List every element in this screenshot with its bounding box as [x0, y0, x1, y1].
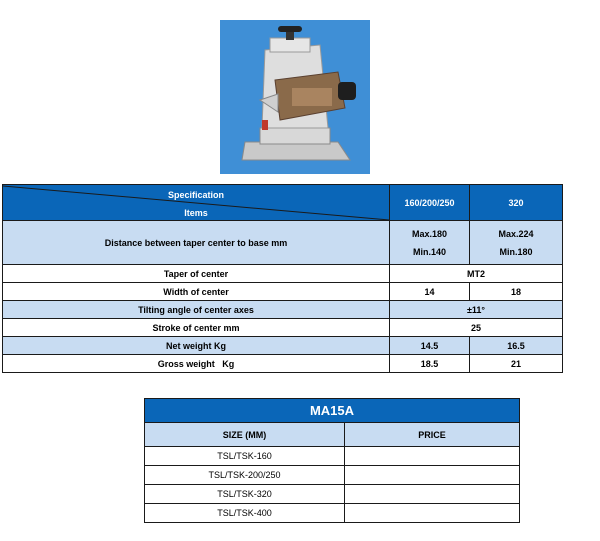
net-weight-col2: 16.5 — [470, 337, 563, 355]
table-row — [145, 485, 520, 504]
price-table-title: MA15A — [145, 399, 520, 423]
gross-weight-label: Gross weight Kg — [3, 355, 390, 373]
net-weight-col1: 14.5 — [390, 337, 470, 355]
specification-table — [2, 184, 563, 373]
column-header-160-200-250: 160/200/250 — [390, 185, 470, 221]
stroke-label: Stroke of center mm — [3, 319, 390, 337]
tilt-label: Tilting angle of center axes — [3, 301, 390, 319]
column-header-320: 320 — [470, 185, 563, 221]
width-label: Width of center — [3, 283, 390, 301]
taper-value: MT2 — [390, 265, 563, 283]
price-cell — [345, 485, 520, 504]
price-cell — [345, 504, 520, 523]
distance-col1-min: Min.140 — [412, 246, 446, 257]
gross-weight-col1: 18.5 — [390, 355, 470, 373]
table-row — [145, 447, 520, 466]
width-col1: 14 — [390, 283, 470, 301]
spec-header-cell — [3, 185, 390, 221]
size-column-header: SIZE (MM) — [145, 423, 345, 447]
distance-col2-max: Max.224 — [498, 228, 534, 239]
price-table — [144, 398, 520, 523]
distance-col1-max: Max.180 — [411, 228, 448, 239]
tilt-value: ±11° — [390, 301, 563, 319]
spec-header-top: Specification — [167, 190, 224, 200]
table-row — [145, 504, 520, 523]
product-photo — [220, 20, 370, 174]
stroke-value: 25 — [390, 319, 563, 337]
width-col2: 18 — [470, 283, 563, 301]
size-cell: TSL/TSK-320 — [145, 485, 345, 504]
net-weight-label: Net weight Kg — [3, 337, 390, 355]
spec-header-bottom: Items — [184, 208, 208, 218]
distance-col2 — [470, 221, 563, 265]
taper-label: Taper of center — [3, 265, 390, 283]
size-cell: TSL/TSK-400 — [145, 504, 345, 523]
price-column-header: PRICE — [345, 423, 520, 447]
gross-weight-col2: 21 — [470, 355, 563, 373]
table-row — [145, 466, 520, 485]
price-cell — [345, 466, 520, 485]
size-cell: TSL/TSK-160 — [145, 447, 345, 466]
size-cell: TSL/TSK-200/250 — [145, 466, 345, 485]
distance-label: Distance between taper center to base mm — [3, 221, 390, 265]
distance-col2-min: Min.180 — [499, 246, 533, 257]
distance-col1 — [390, 221, 470, 265]
price-cell — [345, 447, 520, 466]
